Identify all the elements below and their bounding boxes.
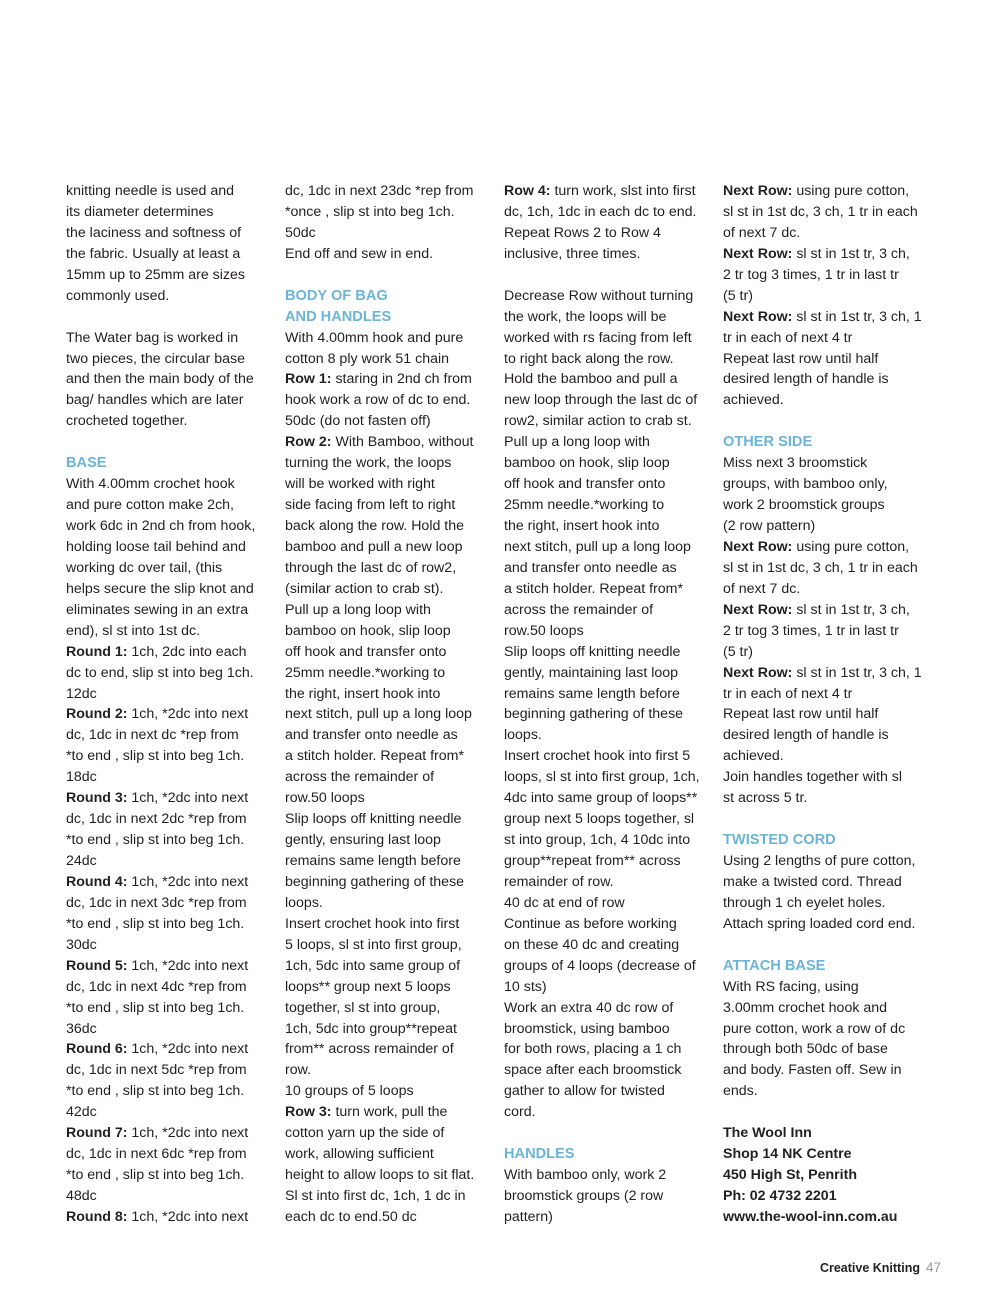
text: 1ch, *2dc into next — [127, 1041, 249, 1058]
text-line: (2 row pattern) — [723, 518, 816, 534]
shop-website-link[interactable]: www.the-wool-inn.com.au — [723, 1208, 898, 1225]
text-line: 3.00mm crochet hook and — [723, 999, 888, 1016]
text-line: loops** group next 5 loops — [285, 978, 451, 995]
text-line: row2, similar action to crab st. — [504, 413, 692, 430]
column-2 — [285, 181, 497, 1228]
text-line: each dc to end.50 dc — [285, 1208, 417, 1225]
text: sl st in 1st tr, 3 ch, 1 — [792, 308, 922, 325]
text-line: *to end , slip st into beg 1ch. — [66, 1083, 245, 1100]
text-line: height to allow loops to sit flat. — [285, 1167, 475, 1184]
text-line: Continue as before working — [504, 915, 677, 932]
text-line: bamboo on hook, slip loop — [504, 455, 670, 472]
shop-phone: Ph: 02 4732 2201 — [723, 1188, 837, 1204]
round-4 — [66, 872, 278, 893]
next-row-2 — [723, 244, 935, 265]
round-1 — [66, 642, 278, 663]
text: staring in 2nd ch from — [331, 371, 472, 388]
row-label: Row 3: — [285, 1104, 332, 1121]
intro-paragraph — [66, 181, 278, 307]
text-line: row.50 loops — [285, 790, 365, 807]
text-line: dc, 1dc in next 3dc *rep from — [66, 894, 247, 911]
text-line: Insert crochet hook into first 5 — [504, 748, 691, 765]
text-line: through 1 ch eyelet holes. — [723, 894, 886, 911]
text-line: beginning gathering of these — [285, 873, 465, 890]
text-line: remains same length before — [285, 853, 461, 869]
text-line: cotton yarn up the side of — [285, 1125, 445, 1142]
row-label: Next Row: — [723, 538, 793, 555]
text-line: off hook and transfer onto — [504, 476, 666, 493]
round-2 — [66, 704, 278, 725]
text-line: tr in each of next 4 tr — [723, 685, 853, 702]
round-label: Round 4: — [66, 873, 128, 890]
text-line: st across 5 tr. — [723, 790, 808, 807]
text-line: sl st in 1st dc, 3 ch, 1 tr in each — [723, 559, 918, 576]
text-line: make a twisted cord. Thread — [723, 873, 902, 890]
round-7 — [66, 1123, 278, 1144]
column-3 — [504, 181, 716, 1228]
text-line: eliminates sewing in an extra — [66, 601, 249, 618]
text-line: of next 7 dc. — [723, 580, 801, 597]
row-4 — [504, 181, 716, 202]
round-3 — [66, 788, 278, 809]
text: turn work, slst into first — [550, 183, 696, 199]
text-line: side facing from left to right — [285, 497, 456, 514]
text-line: and body. Fasten off. Sew in — [723, 1062, 902, 1079]
text-line: dc, 1dc in next dc *rep from — [66, 727, 239, 744]
text-line: Slip loops off knitting needle — [285, 811, 462, 828]
text-line: groups, with bamboo only, — [723, 476, 888, 493]
row-label: Next Row: — [723, 601, 793, 618]
text: sl st in 1st tr, 3 ch, 1 — [792, 664, 922, 681]
text-line: 42dc — [66, 1104, 97, 1121]
text-line: *to end , slip st into beg 1ch. — [66, 748, 245, 765]
text-line: Insert crochet hook into first — [285, 915, 460, 932]
row-label: Row 4: — [504, 183, 551, 199]
text-line: for both rows, placing a 1 ch — [504, 1041, 682, 1058]
round-label: Round 1: — [66, 643, 128, 660]
round-5 — [66, 956, 278, 977]
text-line: Decrease Row without turning — [504, 287, 694, 304]
text-line: The Water bag is worked in — [66, 329, 239, 346]
text-line: work, allowing sufficient — [285, 1146, 434, 1163]
text-line: ends. — [723, 1083, 758, 1100]
text-line: st into group, 1ch, 4 10dc into — [504, 832, 691, 849]
text-line: 5 loops, sl st into first group, — [285, 936, 462, 953]
text-line: a stitch holder. Repeat from* — [285, 748, 465, 765]
text-line: Using 2 lengths of pure cotton, — [723, 853, 916, 869]
text-line: 30dc — [66, 936, 97, 953]
row-label: Next Row: — [723, 308, 793, 325]
section-heading-other-side: OTHER SIDE — [723, 434, 813, 451]
text-line: 40 dc at end of row — [504, 894, 625, 911]
text-line: broomstick, using bamboo — [504, 1020, 670, 1037]
text-line: loops, sl st into first group, 1ch, — [504, 769, 700, 786]
text-line: *once , slip st into beg 1ch. — [285, 203, 455, 220]
column-4 — [723, 181, 935, 1228]
column-1 — [66, 181, 278, 1228]
page-footer — [820, 1260, 941, 1275]
text-line: off hook and transfer onto — [285, 643, 447, 660]
text-line: Attach spring loaded cord end. — [723, 915, 916, 932]
text-line: Hold the bamboo and pull a — [504, 371, 678, 388]
section-heading-attach-base: ATTACH BASE — [723, 957, 826, 974]
text-line: Repeat Rows 2 to Row 4 — [504, 224, 661, 241]
text-line: 10 sts) — [504, 978, 547, 995]
row-label: Next Row: — [723, 245, 793, 262]
row-label: Row 1: — [285, 371, 332, 388]
text-line: on these 40 dc and creating — [504, 936, 680, 953]
text-line: remains same length before — [504, 685, 680, 702]
text-line: to right back along the row. — [504, 350, 674, 367]
text-line: will be worked with right — [285, 476, 435, 493]
text-line: Repeat last row until half — [723, 706, 879, 723]
text: 1ch, *2dc into next — [127, 957, 249, 974]
section-heading-body: BODY OF BAG — [285, 287, 388, 304]
text-line: (similar action to crab st). — [285, 580, 444, 597]
text-line: cord. — [504, 1104, 536, 1121]
text-line: Repeat last row until half — [723, 350, 879, 367]
text-line: dc, 1dc in next 2dc *rep from — [66, 811, 247, 828]
text-line: Pull up a long loop with — [285, 601, 431, 618]
text-line: its diameter determines — [66, 203, 214, 220]
next-row-3 — [723, 307, 935, 328]
text-line: Sl st into first dc, 1ch, 1 dc in — [285, 1188, 466, 1204]
text-line: through both 50dc of base — [723, 1041, 888, 1058]
shop-name: The Wool Inn — [723, 1125, 812, 1142]
next-row-4 — [723, 537, 935, 558]
text-line: row.50 loops — [504, 622, 584, 639]
text-line: (5 tr) — [723, 643, 753, 660]
text: sl st in 1st tr, 3 ch, — [792, 245, 910, 262]
round-label: Round 6: — [66, 1041, 128, 1058]
text-line: (5 tr) — [723, 287, 753, 304]
row-1 — [285, 369, 497, 390]
text-line: knitting needle is used and — [66, 183, 235, 199]
text-line: With RS facing, using — [723, 978, 859, 995]
text-line: gently, maintaining last loop — [504, 664, 679, 681]
text-line: *to end , slip st into beg 1ch. — [66, 999, 245, 1016]
text-line: work 2 broomstick groups — [723, 497, 885, 514]
text-line: and transfer onto needle as — [285, 727, 458, 744]
text: turn work, pull the — [331, 1104, 448, 1121]
text: sl st in 1st tr, 3 ch, — [792, 601, 910, 618]
text-line: bag/ handles which are later — [66, 392, 244, 409]
text-line: desired length of handle is — [723, 727, 889, 744]
text-line: End off and sew in end. — [285, 245, 434, 262]
text-line: from** across remainder of — [285, 1041, 454, 1058]
text-line: 50dc (do not fasten off) — [285, 413, 431, 430]
text-line: 1ch, 5dc into group**repeat — [285, 1020, 457, 1037]
text-line: dc to end, slip st into beg 1ch. — [66, 664, 254, 681]
text-line: turning the work, the loops — [285, 455, 452, 472]
text-line: 12dc — [66, 685, 97, 702]
shop-address-line: Shop 14 NK Centre — [723, 1146, 852, 1163]
next-row-1 — [723, 181, 935, 202]
round-8 — [66, 1207, 278, 1228]
publication-name: Creative Knitting — [819, 1261, 920, 1275]
row-label: Row 2: — [285, 434, 332, 451]
text-line: the fabric. Usually at least a — [66, 245, 241, 262]
text-line: Pull up a long loop with — [504, 434, 650, 451]
text-line: next stitch, pull up a long loop — [285, 706, 472, 723]
text-line: hook work a row of dc to end. — [285, 392, 471, 409]
text-line: beginning gathering of these — [504, 706, 684, 723]
text-line: helps secure the slip knot and — [66, 580, 254, 597]
text-line: next stitch, pull up a long loop — [504, 538, 691, 555]
text-line: sl st in 1st dc, 3 ch, 1 tr in each — [723, 203, 918, 220]
text-line: tr in each of next 4 tr — [723, 329, 853, 346]
text-line: row. — [285, 1062, 312, 1079]
text-line: two pieces, the circular base — [66, 350, 246, 367]
text-line: bamboo and pull a new loop — [285, 538, 463, 555]
text: using pure cotton, — [792, 183, 910, 199]
text-line: 1ch, 5dc into same group of — [285, 957, 461, 974]
text-line: the laciness and softness of — [66, 224, 242, 241]
text-line: *to end , slip st into beg 1ch. — [66, 832, 245, 849]
text-line: achieved. — [723, 392, 784, 409]
row-3 — [285, 1102, 497, 1123]
section-heading-body-2: AND HANDLES — [285, 308, 392, 325]
text-line: commonly used. — [66, 287, 170, 304]
text-line: loops. — [285, 894, 323, 911]
text: 1ch, *2dc into next — [127, 1125, 249, 1142]
text-line: 25mm needle.*working to — [285, 664, 446, 681]
text-line: 36dc — [66, 1020, 97, 1037]
text-line: the right, insert hook into — [285, 685, 441, 702]
round-label: Round 2: — [66, 706, 128, 723]
text-line: inclusive, three times. — [504, 245, 641, 262]
round-label: Round 7: — [66, 1125, 128, 1142]
text-line: With bamboo only, work 2 — [504, 1167, 667, 1184]
text-line: dc, 1dc in next 23dc *rep from — [285, 183, 474, 199]
text-line: group**repeat from** across — [504, 853, 681, 869]
text-line: and pure cotton make 2ch, — [66, 497, 234, 514]
text-line: desired length of handle is — [723, 371, 889, 388]
row-label: Next Row: — [723, 183, 793, 199]
text-line: achieved. — [723, 748, 784, 765]
text-line: through the last dc of row2, — [285, 559, 457, 576]
text: With Bamboo, without — [331, 434, 474, 451]
text-line: pure cotton, work a row of dc — [723, 1020, 906, 1037]
text-line: holding loose tail behind and — [66, 538, 246, 555]
text-line: 50dc — [285, 224, 316, 241]
text-line: work 6dc in 2nd ch from hook, — [66, 518, 256, 534]
text-line: 2 tr tog 3 times, 1 tr in last tr — [723, 622, 899, 639]
round-6 — [66, 1039, 278, 1060]
shop-info — [723, 1123, 935, 1228]
text-line: across the remainder of — [504, 601, 654, 618]
text-line: working dc over tail, (this — [66, 559, 223, 576]
text-line: Miss next 3 broomstick — [723, 455, 868, 472]
text-line: 4dc into same group of loops** — [504, 790, 698, 807]
text-line: and then the main body of the — [66, 371, 254, 388]
row-2 — [285, 432, 497, 453]
text-line: across the remainder of — [285, 769, 435, 786]
text-line: a stitch holder. Repeat from* — [504, 580, 684, 597]
text-line: end), sl st into 1st dc. — [66, 622, 201, 639]
round-label: Round 8: — [66, 1208, 128, 1225]
text-line: dc, 1ch, 1dc in each dc to end. — [504, 203, 697, 220]
text-line: Slip loops off knitting needle — [504, 643, 681, 660]
text-line: 24dc — [66, 853, 97, 869]
text: 1ch, *2dc into next — [127, 790, 249, 807]
text-line: 2 tr tog 3 times, 1 tr in last tr — [723, 266, 899, 283]
text-line: space after each broomstick — [504, 1062, 682, 1079]
text-line: pattern) — [504, 1208, 553, 1225]
row-label: Next Row: — [723, 664, 793, 681]
text-line: the work, the loops will be — [504, 308, 667, 325]
text-line: Join handles together with sl — [723, 769, 903, 786]
section-heading-handles: HANDLES — [504, 1146, 575, 1163]
section-heading-twisted-cord: TWISTED CORD — [723, 832, 836, 849]
text: 1ch, *2dc into next — [127, 873, 249, 890]
intro-paragraph-2 — [66, 328, 278, 433]
text-line: worked with rs facing from left — [504, 329, 692, 346]
text-line: 10 groups of 5 loops — [285, 1083, 414, 1100]
text-line: loops. — [504, 727, 542, 744]
round-label: Round 3: — [66, 790, 128, 807]
text-line: With 4.00mm crochet hook — [66, 476, 235, 493]
text-line: dc, 1dc in next 6dc *rep from — [66, 1146, 247, 1163]
text-line: back along the row. Hold the — [285, 518, 465, 534]
text-line: new loop through the last dc of — [504, 392, 698, 409]
round-label: Round 5: — [66, 957, 128, 974]
text-line: of next 7 dc. — [723, 224, 801, 241]
text-line: bamboo on hook, slip loop — [285, 622, 451, 639]
text-line: broomstick groups (2 row — [504, 1188, 664, 1204]
text-line: and transfer onto needle as — [504, 559, 677, 576]
text-line: 48dc — [66, 1188, 97, 1204]
text-line: *to end , slip st into beg 1ch. — [66, 915, 245, 932]
text: 1ch, 2dc into each — [127, 643, 247, 660]
text-line: group next 5 loops together, sl — [504, 811, 695, 828]
text-line: *to end , slip st into beg 1ch. — [66, 1167, 245, 1184]
text: 1ch, *2dc into next — [127, 706, 249, 723]
shop-address-line: 450 High St, Penrith — [723, 1167, 858, 1184]
text-line: crocheted together. — [66, 413, 188, 430]
text-line: dc, 1dc in next 5dc *rep from — [66, 1062, 247, 1079]
page-number: 47 — [925, 1260, 941, 1275]
text-line: dc, 1dc in next 4dc *rep from — [66, 978, 247, 995]
text-line: cotton 8 ply work 51 chain — [285, 350, 450, 367]
next-row-5 — [723, 600, 935, 621]
section-heading-base: BASE — [66, 455, 107, 472]
text-line: gather to allow for twisted — [504, 1083, 665, 1100]
text-line: together, sl st into group, — [285, 999, 441, 1016]
text-line: Work an extra 40 dc row of — [504, 999, 674, 1016]
text: using pure cotton, — [792, 538, 910, 555]
text-line: 25mm needle.*working to — [504, 497, 665, 514]
text-line: With 4.00mm hook and pure — [285, 329, 464, 346]
text-line: groups of 4 loops (decrease of — [504, 957, 696, 974]
text-line: the right, insert hook into — [504, 518, 660, 534]
text-line: 15mm up to 25mm are sizes — [66, 266, 245, 283]
text-line: gently, ensuring last loop — [285, 832, 441, 849]
next-row-6 — [723, 663, 935, 684]
text-line: remainder of row. — [504, 873, 614, 890]
text: 1ch, *2dc into next — [127, 1208, 249, 1225]
text-line: 18dc — [66, 769, 97, 786]
